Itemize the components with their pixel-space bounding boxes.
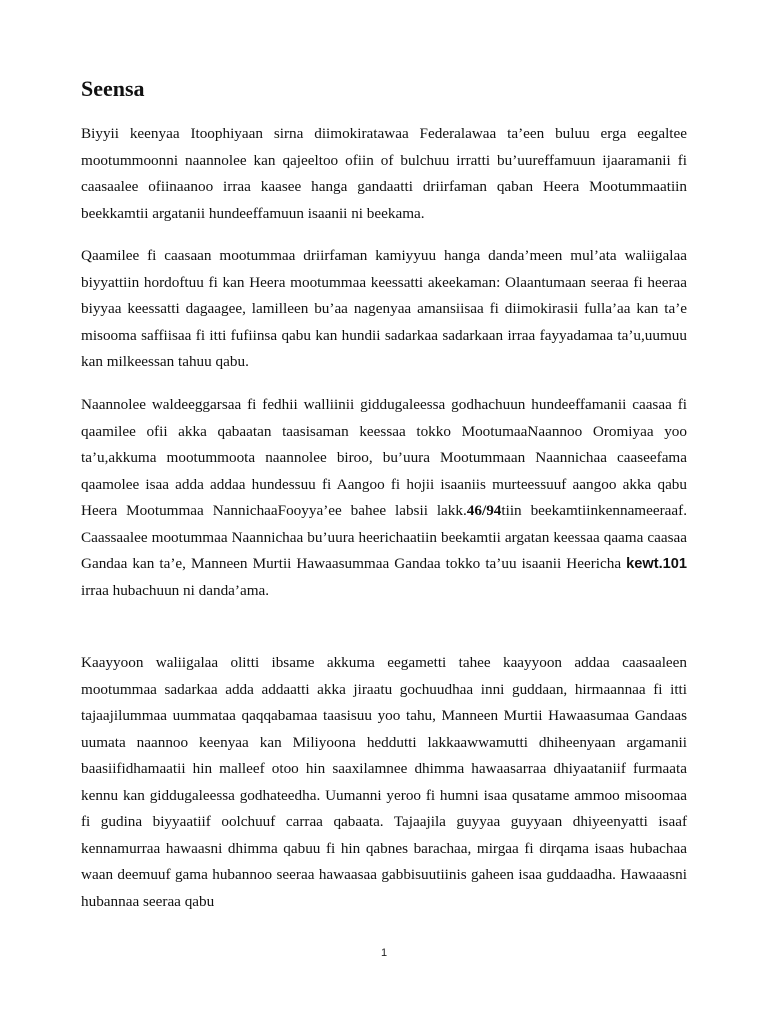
paragraph-3-text-a: Naannolee waldeeggarsaa fi fedhii walliinii giddugaleessa godhachuun hundeeffamanii caasaa fi qaamilee ofii akka qabaatan taasisaman keessaa tokko MootumaaNaannoo Oromiyaa yoo ta’u,akkuma mootummoota naannolee biroo, bu’uura Mootummaan Naannichaa caaseefama qaamolee isaa adda addaa hundessuu fi Aangoo fi hojii isaaniis murteessuuf aangoo akka qabu Heera Mootummaa NannichaaFooyya’ee bahee labsii lakk.	[81, 396, 687, 519]
law-number: 46/94	[466, 502, 502, 519]
paragraph-4: Kaayyoon waliigalaa olitti ibsame akkuma eegametti tahee kaayyoon addaa caasaaleen mootummaa sadarkaa adda addaatti akka jiraatu gochuudhaa inni guddaan, hirmaannaa fi itti tajaajilummaa uummataa qaqqabamaa taasisuu yoo tahu, Manneen Murtii Hawaasumaa Gandaas uumata naannoo keenyaa kan Miliyoona heddutti lakkaawwamutti dhiheenyaan argamanii baasiifidhamaatii hin malleef otoo hin saaxilamnee dhimma hawaasarraa dhiyaataniif furmaata kennu kan giddugaleessa godhateedha. Uumanni yeroo fi humni isaa qusatame ammoo misoomaa fi gudina biyyaatiif oolchuuf carraa qabaata. Tajaajila guyyaa guyyaan dhiyeenyatti isaaf kennamurraa hawaasni dhimma qabuu fi hin qabnes barachaa, mirgaa fi dirqama isaas hubachaa waan deemuuf gama hubannoo seeraa hawaasaa gabbisuutiinis gaheen isaa guddaadha. Hawaaasni hubannaa seeraa qabu	[81, 654, 687, 910]
paragraph-2: Qaamilee fi caasaan mootummaa driirfaman kamiyyuu hanga danda’meen mul’ata waliigalaa biyyattiin hordoftuu fi kan Heera mootummaa keessatti akeekaman: Olaantumaan seeraa fi heeraa biyyaa keessatti dagaagee, lamilleen bu’aa nagenyaa amansiisaa fi diimokirasii fulla’aa kan ta’e misooma saffiisaa fi itti fufiinsa qabu kan hundii sadarkaa sadarkaan irraa fayyadamaa ta’u,uumuu kan milkeessan tahuu qabu.	[81, 247, 687, 370]
paragraph-1: Biyyii keenyaa Itoophiyaan sirna diimokiratawaa Federalawaa ta’een buluu erga eegaltee mootummoonni naannolee kan qajeeltoo ofiin of bulchuu irratti bu’uureffamuun ijaaramanii fi caasaalee ofiinaanoo irraa kaasee hanga gandaatti driirfaman qaban Heera Mootummaatiin beekkamtii argatanii hundeeffamuun isaanii ni beekama.	[81, 125, 687, 222]
paragraph-3	[81, 392, 687, 604]
page-title: Seensa	[81, 76, 145, 101]
paragraph-3-text-b: tiin beekamtiinkennameeraaf. Caassaalee mootummaa Naannichaa bu’uura heerichaatiin beekamtii argatan keessaa qaama caasaa Gandaa kan ta’e, Manneen Murtii Hawaasummaa Gandaa tokko ta’uu isaanii Heericha	[81, 502, 687, 572]
page-number: 1	[380, 947, 388, 959]
paragraph-3-text-c: irraa hubachuun ni danda’ama.	[81, 581, 270, 599]
article-reference: kewt.101	[626, 556, 687, 572]
